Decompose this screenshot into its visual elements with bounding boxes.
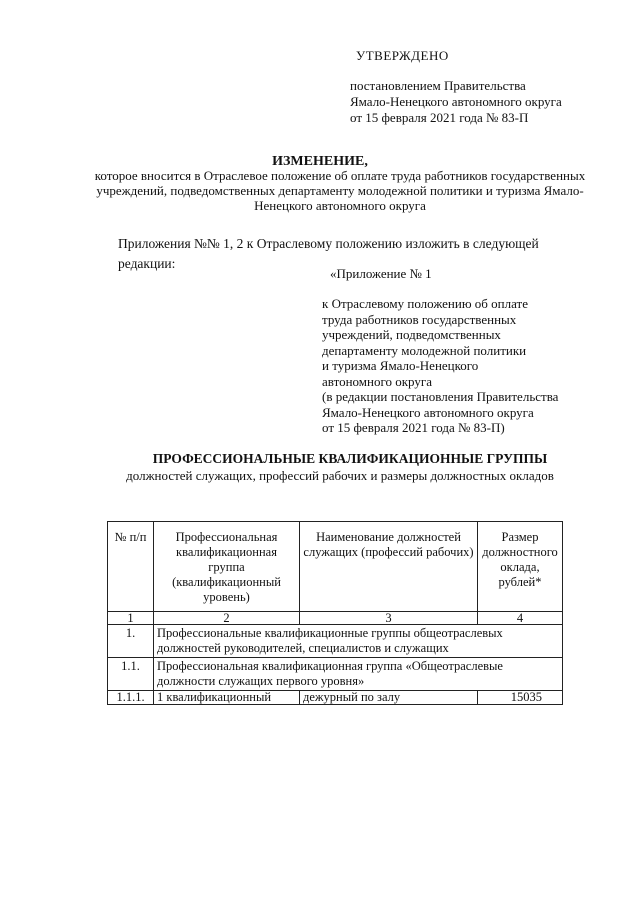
appendix-line: департаменту молодежной политики <box>322 342 527 358</box>
header-position: Наименование должностей служащих (профессий рабочих) <box>300 522 478 612</box>
change-subtitle: которое вносится в Отраслевое положение об оплате труда работников государственных учреждений, подведомственных департаменту молодежной политики и туризма Ямало-Ненецкого автономного округа <box>94 168 586 213</box>
column-number: 2 <box>154 612 300 625</box>
column-number: 4 <box>478 612 563 625</box>
column-number: 1 <box>108 612 154 625</box>
column-number: 3 <box>300 612 478 625</box>
appendix-line: автономного округа <box>322 373 432 389</box>
groups-title: ПРОФЕССИОНАЛЬНЫЕ КВАЛИФИКАЦИОННЫЕ ГРУППЫ <box>152 451 548 466</box>
row-number: 1.1. <box>108 658 154 691</box>
appendix-line: к Отраслевому положению об оплате <box>322 296 528 311</box>
appendix-line: труда работников государственных <box>322 311 517 327</box>
appendix-line: и туризма Ямало-Ненецкого <box>322 358 479 373</box>
table-column-numbers <box>108 612 563 625</box>
appendix-line: учреждений, подведомственных <box>322 327 501 342</box>
row-position: дежурный по залу <box>300 691 478 705</box>
row-number: 1. <box>108 625 154 658</box>
change-title: ИЗМЕНЕНИЕ, <box>272 154 368 169</box>
approval-line: Ямало-Ненецкого автономного округа <box>350 94 562 109</box>
appendix-block <box>322 296 558 436</box>
row-text: Профессиональная квалификационная группа «Общеотраслевые должности служащих первого уровня» <box>154 658 563 691</box>
intro-text: Приложения №№ 1, 2 к Отраслевому положению изложить в следующей <box>118 236 539 251</box>
approval-block <box>350 78 562 126</box>
table-row <box>108 658 563 691</box>
approval-line: постановлением Правительства <box>350 78 526 93</box>
approval-title: УТВЕРЖДЕНО <box>356 48 449 63</box>
table-row <box>108 691 563 705</box>
row-level: 1 квалификационный <box>154 691 300 705</box>
intro-continuation: редакции: <box>118 256 176 271</box>
row-salary: 15035 <box>478 691 563 705</box>
salary-table <box>107 521 563 705</box>
appendix-line: от 15 февраля 2021 года № 83-П) <box>322 420 505 435</box>
approval-line: от 15 февраля 2021 года № 83-П <box>350 110 529 125</box>
header-number: № п/п <box>108 522 154 612</box>
header-salary: Размер должностного оклада, рублей* <box>478 522 563 612</box>
appendix-title: «Приложение № 1 <box>330 266 432 281</box>
appendix-line: Ямало-Ненецкого автономного округа <box>322 404 534 420</box>
table-header-row <box>108 522 563 612</box>
row-text: Профессиональные квалификационные группы общеотраслевых должностей руководителей, специалистов и служащих <box>154 625 563 658</box>
table-row <box>108 625 563 658</box>
row-number: 1.1.1. <box>108 691 154 705</box>
groups-subtitle: должностей служащих, профессий рабочих и размеры должностных окладов <box>126 468 554 483</box>
header-group: Профессиональная квалификационная группа (квалификационный уровень) <box>154 522 300 612</box>
appendix-line: (в редакции постановления Правительства <box>322 389 559 404</box>
